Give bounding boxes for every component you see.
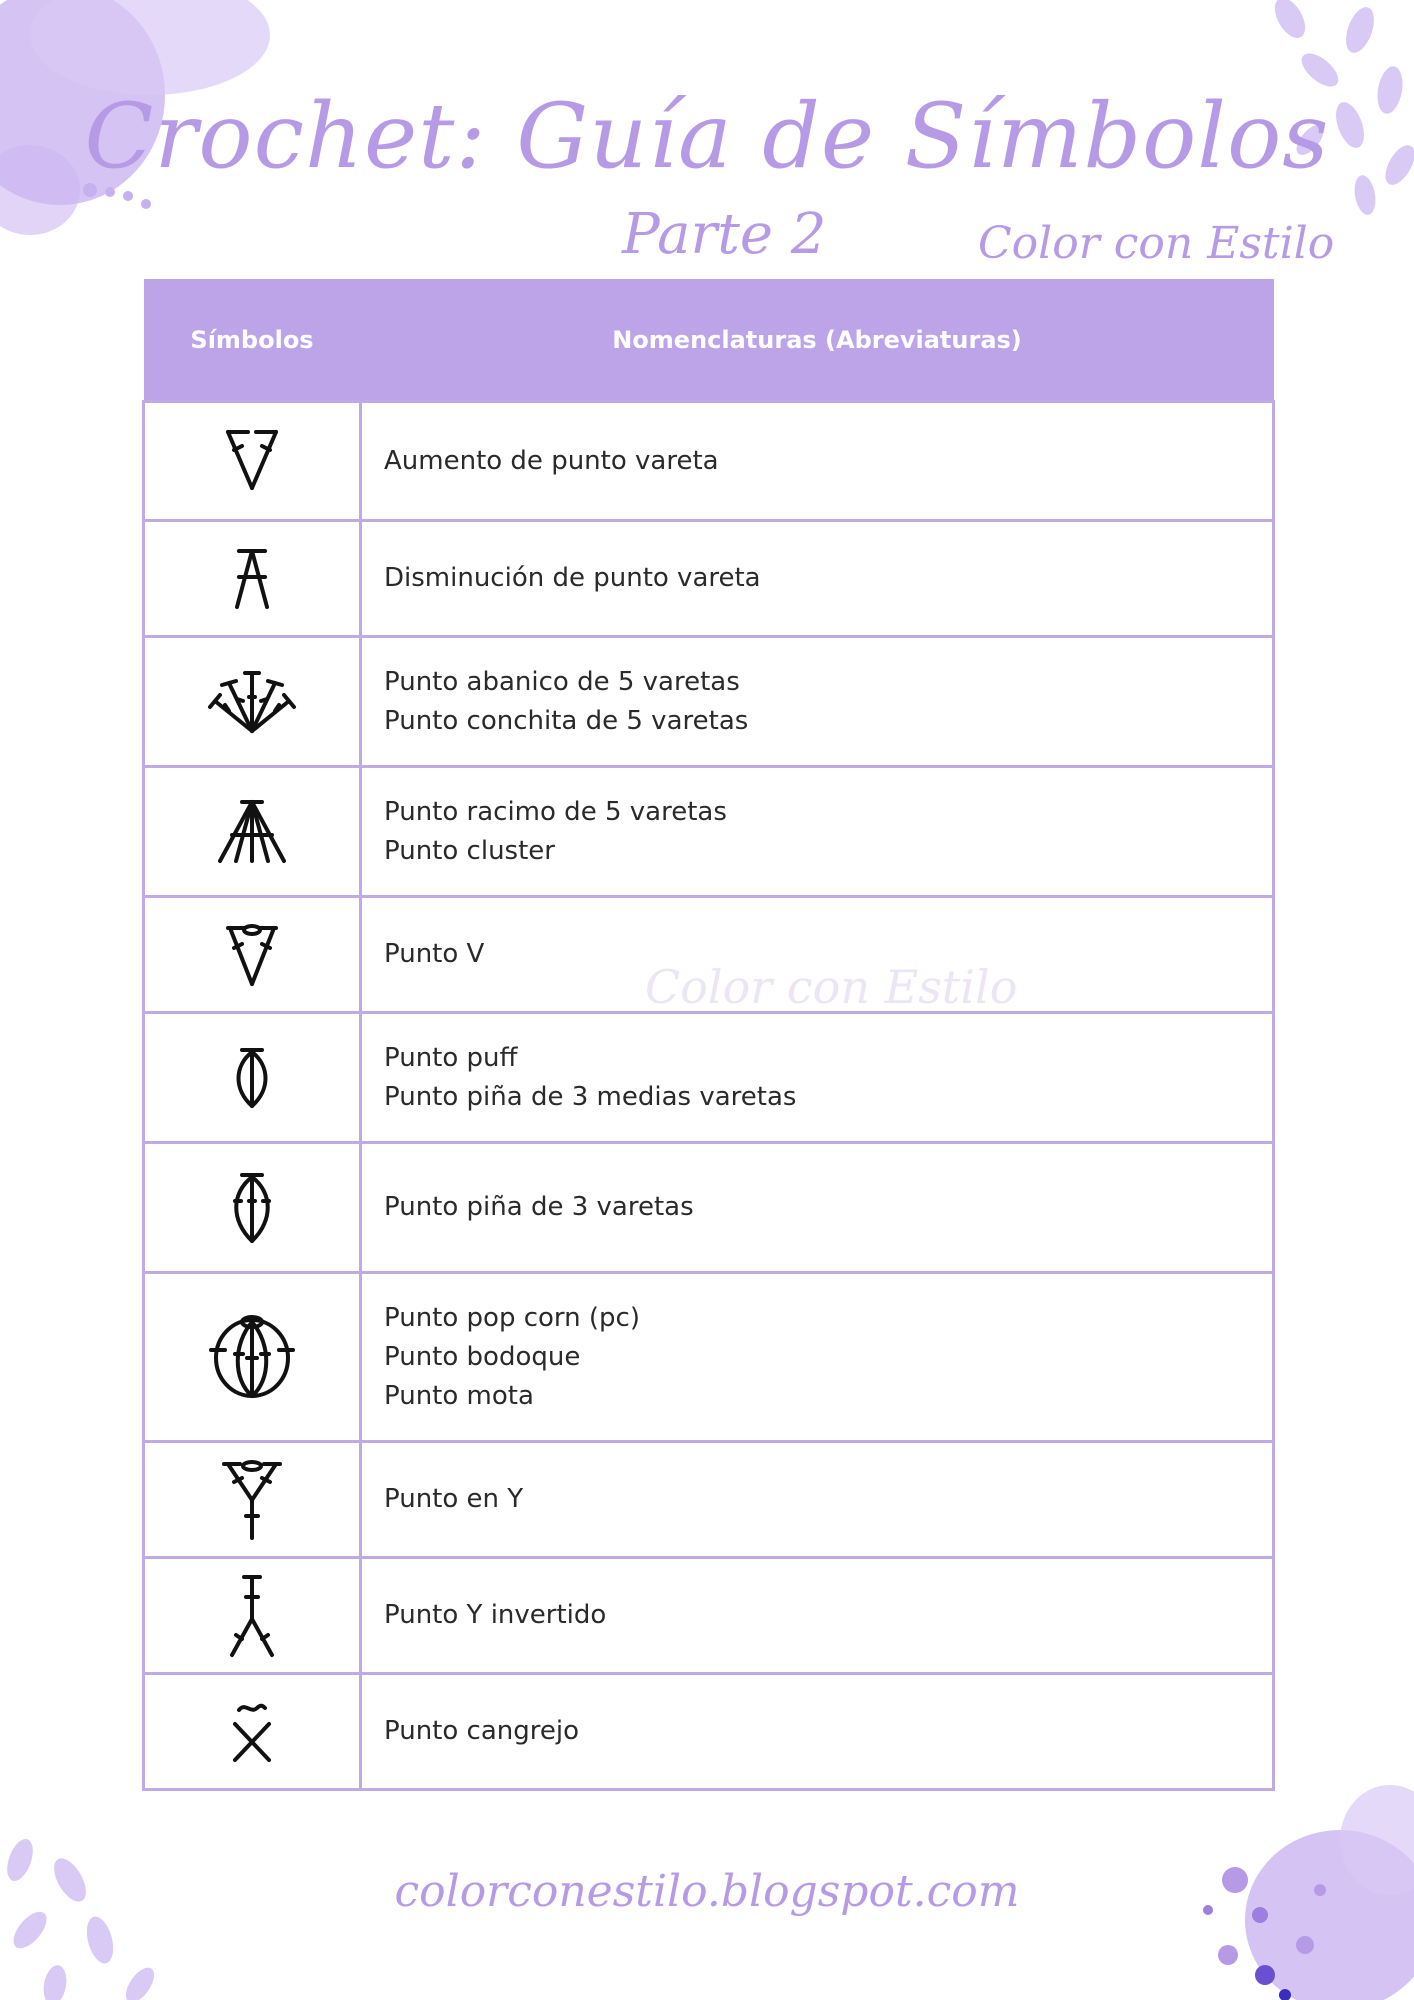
nomenclature-cell: [361, 897, 1274, 1013]
symbol-cell: [144, 1558, 361, 1674]
nomenclature-cell: [361, 1273, 1274, 1442]
symbol-cell: [144, 1143, 361, 1273]
nomenclature-line: Punto bodoque: [384, 1341, 581, 1372]
symbol-cell: [144, 1273, 361, 1442]
popcorn-stitch-icon: [207, 1314, 297, 1400]
puff-stitch-icon: [230, 1046, 274, 1110]
nomenclature-line: Punto piña de 3 medias varetas: [384, 1081, 797, 1112]
symbols-table: [142, 279, 1275, 1791]
symbol-cell: [144, 637, 361, 767]
y-stitch-icon: [220, 1458, 284, 1542]
table-row: [144, 897, 1274, 1013]
nomenclature-line: Aumento de punto vareta: [384, 445, 719, 476]
nomenclature-line: Punto cangrejo: [384, 1716, 579, 1746]
table-header-row: [144, 279, 1274, 402]
nomenclature-cell: [361, 767, 1274, 897]
nomenclature-line: Punto Y invertido: [384, 1600, 607, 1630]
table-row: [144, 1143, 1274, 1273]
increase-dc-icon: [222, 426, 282, 496]
header-nomenclatures: Nomenclaturas (Abreviaturas): [361, 279, 1274, 402]
nomenclature-line: Punto mota: [384, 1380, 534, 1411]
nomenclature-cell: [361, 1013, 1274, 1143]
page-subtitle: Parte 2: [622, 202, 827, 267]
table-row: [144, 637, 1274, 767]
footer-url[interactable]: colorconestilo.blogspot.com: [394, 1866, 1020, 1917]
nomenclature-line: Punto conchita de 5 varetas: [384, 705, 749, 736]
nomenclature-line: Punto en Y: [384, 1484, 524, 1514]
nomenclature-cell: [361, 521, 1274, 637]
table-row: [144, 767, 1274, 897]
nomenclature-line: Disminución de punto vareta: [384, 563, 761, 593]
nomenclature-line: Punto puff: [384, 1042, 518, 1073]
brand-signature: Color con Estilo: [978, 218, 1335, 269]
table-row: [144, 1558, 1274, 1674]
nomenclature-cell: [361, 402, 1274, 521]
table-row: [144, 1013, 1274, 1143]
pineapple-3dc-icon: [227, 1171, 277, 1245]
nomenclature-cell: [361, 1674, 1274, 1790]
nomenclature-line: Punto racimo de 5 varetas: [384, 796, 727, 827]
symbol-cell: [144, 897, 361, 1013]
watermark-text: Color con Estilo: [645, 960, 1018, 1014]
v-stitch-icon: [222, 922, 282, 988]
nomenclature-cell: [361, 1143, 1274, 1273]
nomenclature-line: Punto V: [384, 939, 485, 969]
nomenclature-line: Punto cluster: [384, 835, 555, 866]
header-symbols: Símbolos: [144, 279, 361, 402]
nomenclature-cell: [361, 1442, 1274, 1558]
cluster-5dc-icon: [212, 797, 292, 867]
crab-stitch-icon: [227, 1700, 277, 1764]
table-row: [144, 521, 1274, 637]
table-row: [144, 1273, 1274, 1442]
nomenclature-cell: [361, 637, 1274, 767]
page-title: Crochet: Guía de Símbolos: [84, 84, 1330, 189]
symbol-cell: [144, 521, 361, 637]
decrease-dc-icon: [227, 547, 277, 611]
nomenclature-line: Punto pop corn (pc): [384, 1302, 640, 1333]
symbol-cell: [144, 1442, 361, 1558]
nomenclature-cell: [361, 1558, 1274, 1674]
symbol-cell: [144, 767, 361, 897]
symbol-cell: [144, 402, 361, 521]
nomenclature-line: Punto piña de 3 varetas: [384, 1192, 694, 1222]
table-row: [144, 1674, 1274, 1790]
nomenclature-line: Punto abanico de 5 varetas: [384, 666, 740, 697]
table-row: [144, 1442, 1274, 1558]
symbol-cell: [144, 1013, 361, 1143]
fan-5dc-icon: [207, 667, 297, 737]
symbol-cell: [144, 1674, 361, 1790]
table-row: [144, 402, 1274, 521]
inverted-y-icon: [224, 1573, 280, 1659]
